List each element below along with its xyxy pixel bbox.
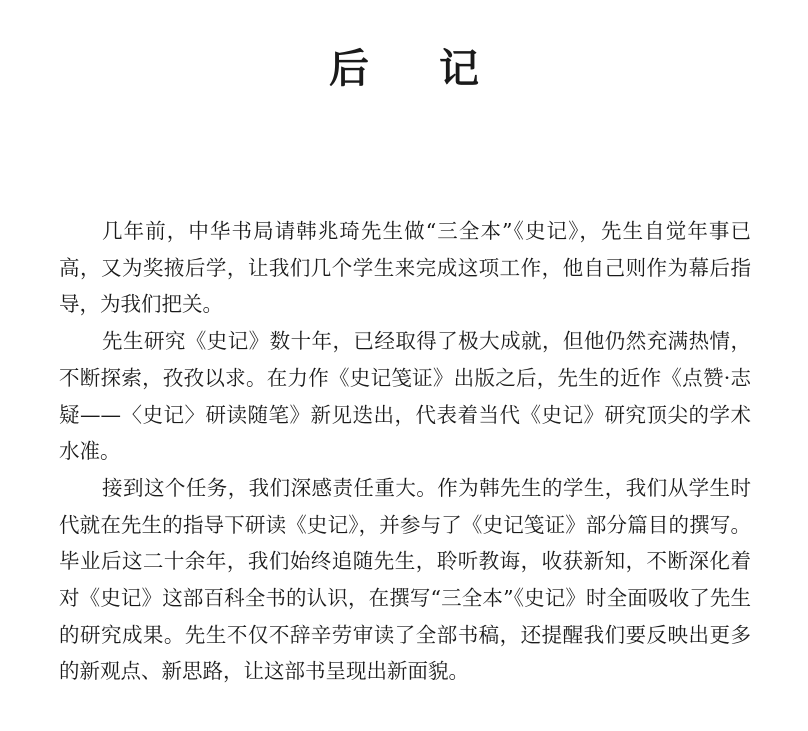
paragraph-1: 几年前，中华书局请韩兆琦先生做“三全本”《史记》，先生自觉年事已高，又为奖掖后学，让我们几个学生来完成这项工作，他自己则作为幕后指导，为我们把关。 (59, 219, 751, 317)
body-text (59, 213, 751, 690)
page-title: 后 记 (329, 45, 507, 92)
paragraph-2: 先生研究《史记》数十年，已经取得了极大成就，但他仍然充满热情，不断探索，孜孜以求。在力作《史记笺证》出版之后，先生的近作《点赞·志疑——〈史记〉研读随笔》新见迭出，代表着当代《史记》研究顶尖的学术水准。 (59, 329, 751, 464)
paragraph-3: 接到这个任务，我们深感责任重大。作为韩先生的学生，我们从学生时代就在先生的指导下研读《史记》，并参与了《史记笺证》部分篇目的撰写。毕业后这二十余年，我们始终追随先生，聆听教诲，收获新知，不断深化着对《史记》这部百科全书的认识，在撰写“三全本”《史记》时全面吸收了先生的研究成果。先生不仅不辞辛劳审读了全部书稿，还提醒我们要反映出更多的新观点、新思路，让这部书呈现出新面貌。 (59, 475, 751, 684)
